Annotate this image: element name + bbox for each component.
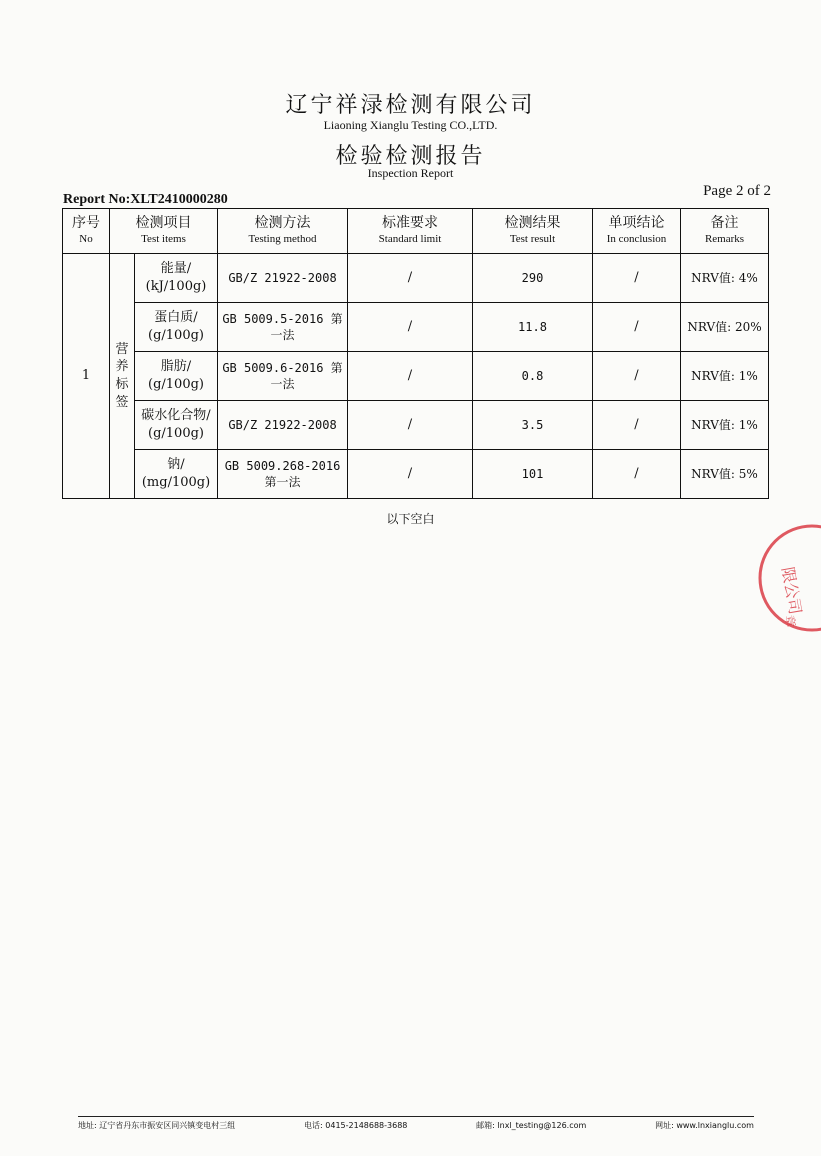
test-result: 101 (473, 450, 593, 499)
page-number: Page 2 of 2 (703, 183, 771, 199)
test-result: 0.8 (473, 352, 593, 401)
remarks: NRV值: 1% (681, 401, 769, 450)
footer-divider (78, 1116, 754, 1117)
test-result: 290 (473, 254, 593, 303)
report-title-en: Inspection Report (367, 166, 454, 180)
remarks: NRV值: 4% (681, 254, 769, 303)
header-test-result: 检测结果 Test result (473, 209, 593, 254)
table-header-row (63, 209, 769, 254)
test-result: 3.5 (473, 401, 593, 450)
header-conclusion: 单项结论 In conclusion (593, 209, 681, 254)
test-method: GB/Z 21922-2008 (218, 254, 348, 303)
remarks: NRV值: 5% (681, 450, 769, 499)
conclusion: / (593, 401, 681, 450)
report-number: Report No:XLT2410000280 (63, 192, 228, 207)
test-result: 11.8 (473, 303, 593, 352)
standard-limit: / (348, 352, 473, 401)
test-item: 碳水化合物/ (g/100g) (135, 401, 218, 450)
test-method: GB 5009.6-2016 第 一法 (218, 352, 348, 401)
remarks: NRV值: 20% (681, 303, 769, 352)
footer-website: 网址: www.lnxianglu.com (655, 1121, 754, 1130)
footer (78, 1120, 754, 1131)
standard-limit: / (348, 401, 473, 450)
table-row (63, 450, 769, 499)
test-item: 钠/ (mg/100g) (135, 450, 218, 499)
table-row (63, 401, 769, 450)
header-test-items: 检测项目 Test items (110, 209, 218, 254)
conclusion: / (593, 303, 681, 352)
footer-phone: 电话: 0415-2148688-3688 (304, 1121, 408, 1130)
company-name-cn: 辽宁祥渌检测有限公司 (285, 93, 536, 118)
blank-below-note: 以下空白 (386, 512, 435, 526)
group-number: 1 (63, 254, 110, 499)
footer-address: 地址: 辽宁省丹东市振安区同兴镇变电村三组 (78, 1121, 236, 1130)
test-method: GB/Z 21922-2008 (218, 401, 348, 450)
test-method: GB 5009.5-2016 第 一法 (218, 303, 348, 352)
header-standard-limit: 标准要求 Standard limit (348, 209, 473, 254)
standard-limit: / (348, 303, 473, 352)
footer-email: 邮箱: lnxl_testing@126.com (476, 1121, 587, 1130)
standard-limit: / (348, 254, 473, 303)
header-remarks: 备注 Remarks (681, 209, 769, 254)
test-item: 能量/ (kJ/100g) (135, 254, 218, 303)
report-title-cn: 检验检测报告 (335, 144, 486, 169)
conclusion: / (593, 450, 681, 499)
table-row (63, 254, 769, 303)
conclusion: / (593, 352, 681, 401)
test-item: 蛋白质/ (g/100g) (135, 303, 218, 352)
svg-text:章: 章 (782, 614, 798, 629)
header-testing-method: 检测方法 Testing method (218, 209, 348, 254)
company-name-en: Liaoning Xianglu Testing CO.,LTD. (323, 118, 498, 132)
conclusion: / (593, 254, 681, 303)
svg-text:限公司: 限公司 (778, 565, 806, 616)
standard-limit: / (348, 450, 473, 499)
group-label: 营 养 标 签 (110, 254, 135, 499)
header-no: 序号 No (63, 209, 110, 254)
test-item: 脂肪/ (g/100g) (135, 352, 218, 401)
results-table (62, 208, 769, 499)
table-row (63, 352, 769, 401)
test-method: GB 5009.268-2016 第一法 (218, 450, 348, 499)
company-seal-stamp (752, 518, 821, 638)
table-row (63, 303, 769, 352)
remarks: NRV值: 1% (681, 352, 769, 401)
